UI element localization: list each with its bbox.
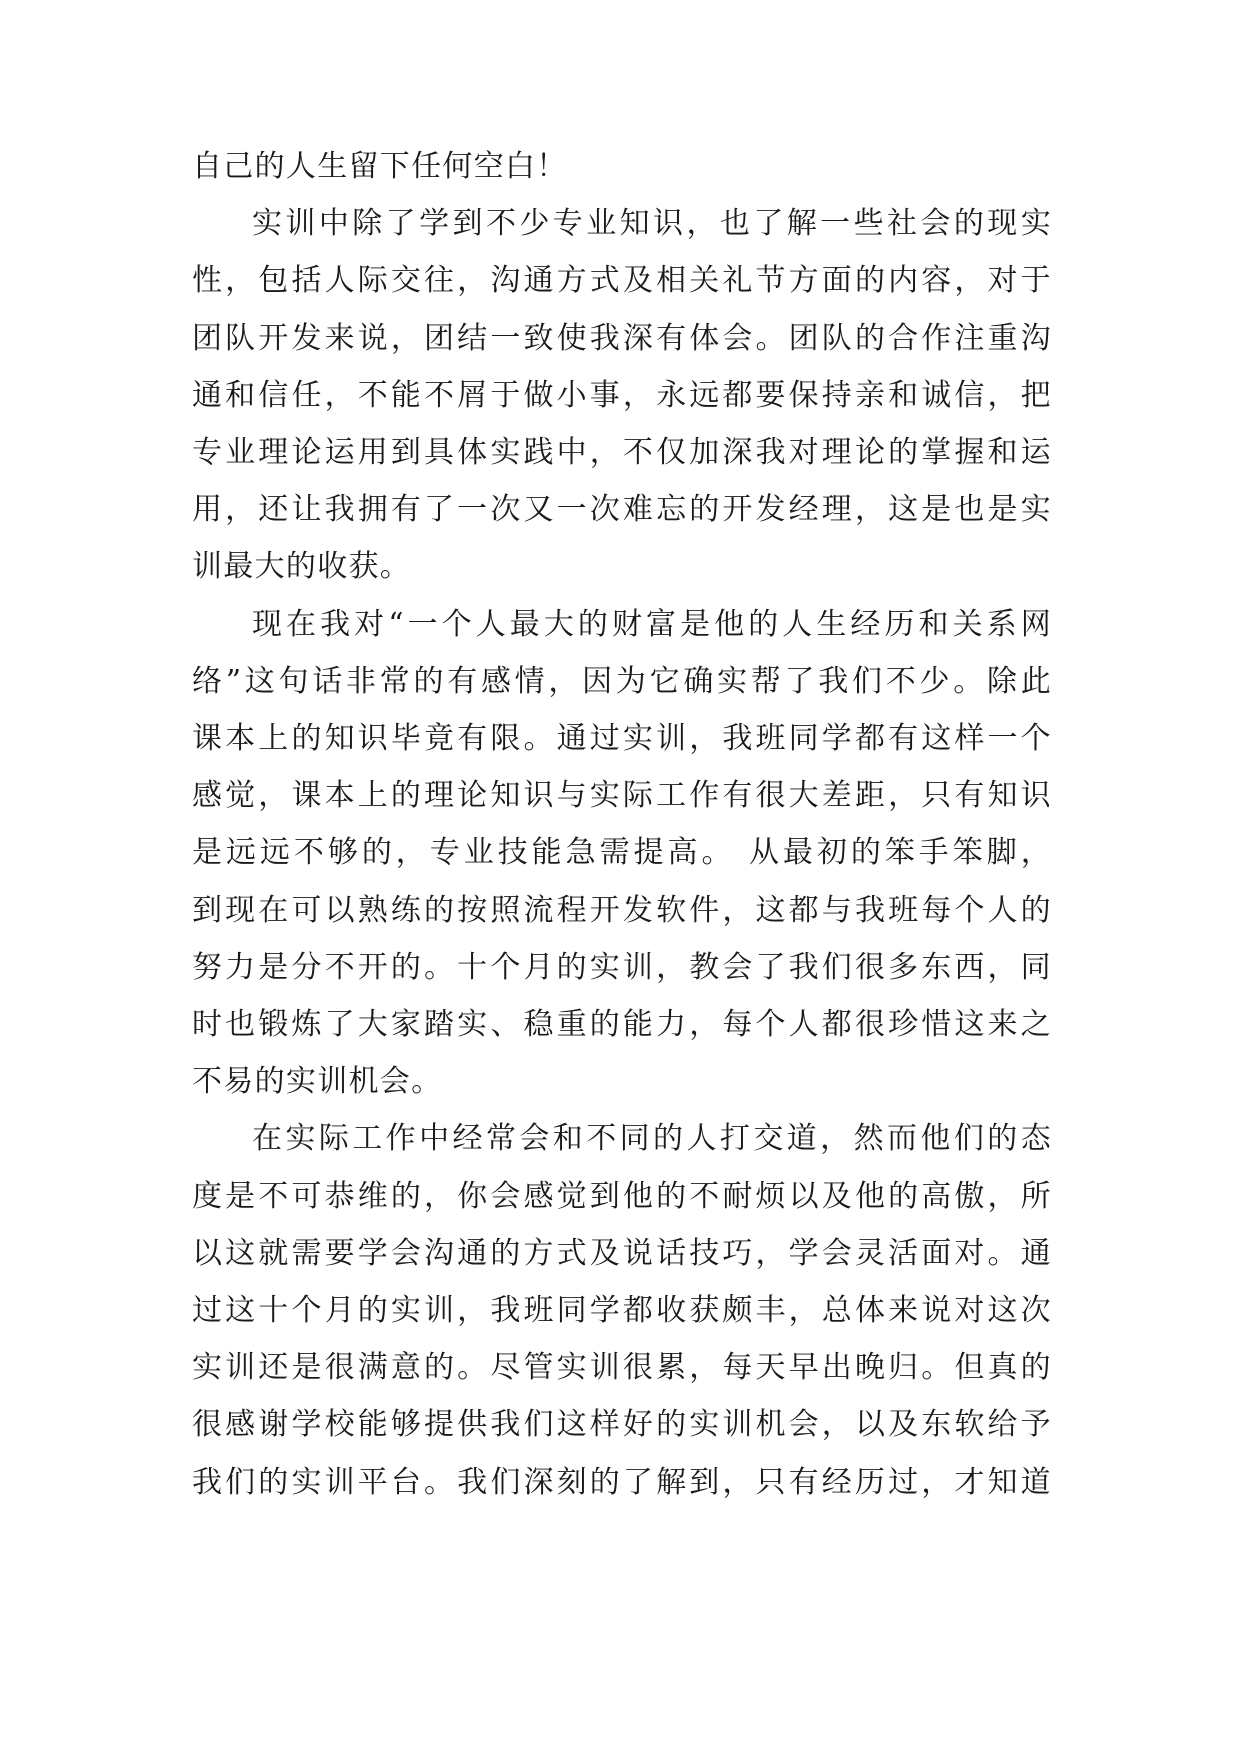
- text-line: 不易的实训机会。: [192, 1064, 443, 1099]
- text-line: 努力是分不开的。十个月的实训，教会了我们很多东西，同: [192, 950, 1052, 985]
- text-line: 很感谢学校能够提供我们这样好的实训机会，以及东软给予: [192, 1407, 1052, 1442]
- text-line: 团队开发来说，团结一致使我深有体会。团队的合作注重沟: [192, 321, 1052, 356]
- text-line: 性，包括人际交往，沟通方式及相关礼节方面的内容，对于: [192, 263, 1052, 298]
- text-line: 实训还是很满意的。尽管实训很累，每天早出晚归。但真的: [192, 1350, 1052, 1385]
- text-line: 到现在可以熟练的按照流程开发软件，这都与我班每个人的: [192, 893, 1052, 928]
- text-line: 通和信任，不能不屑于做小事，永远都要保持亲和诚信，把: [192, 378, 1052, 413]
- text-line: 时也锻炼了大家踏实、稳重的能力，每个人都很珍惜这来之: [192, 1007, 1052, 1042]
- text-line: 课本上的知识毕竟有限。通过实训，我班同学都有这样一个: [192, 721, 1052, 756]
- text-line: 是远远不够的，专业技能急需提高。 从最初的笨手笨脚，: [192, 835, 1052, 870]
- text-line: 现在我对“一个人最大的财富是他的人生经历和关系网: [252, 607, 1052, 642]
- text-line: 自己的人生留下任何空白！: [192, 149, 568, 184]
- text-line: 过这十个月的实训，我班同学都收获颇丰，总体来说对这次: [192, 1293, 1052, 1328]
- text-line: 实训中除了学到不少专业知识，也了解一些社会的现实: [252, 206, 1052, 241]
- text-line: 在实际工作中经常会和不同的人打交道，然而他们的态: [252, 1121, 1052, 1156]
- text-line: 以这就需要学会沟通的方式及说话技巧，学会灵活面对。通: [192, 1236, 1052, 1271]
- text-line: 用，还让我拥有了一次又一次难忘的开发经理，这是也是实: [192, 492, 1052, 527]
- text-line: 感觉，课本上的理论知识与实际工作有很大差距，只有知识: [192, 778, 1052, 813]
- text-line: 络”这句话非常的有感情，因为它确实帮了我们不少。除此: [192, 664, 1052, 699]
- text-line: 度是不可恭维的，你会感觉到他的不耐烦以及他的高傲，所: [192, 1179, 1052, 1214]
- text-line: 我们的实训平台。我们深刻的了解到，只有经历过，才知道: [192, 1465, 1052, 1500]
- text-line: 专业理论运用到具体实践中，不仅加深我对理论的掌握和运: [192, 435, 1052, 470]
- text-line: 训最大的收获。: [192, 549, 412, 584]
